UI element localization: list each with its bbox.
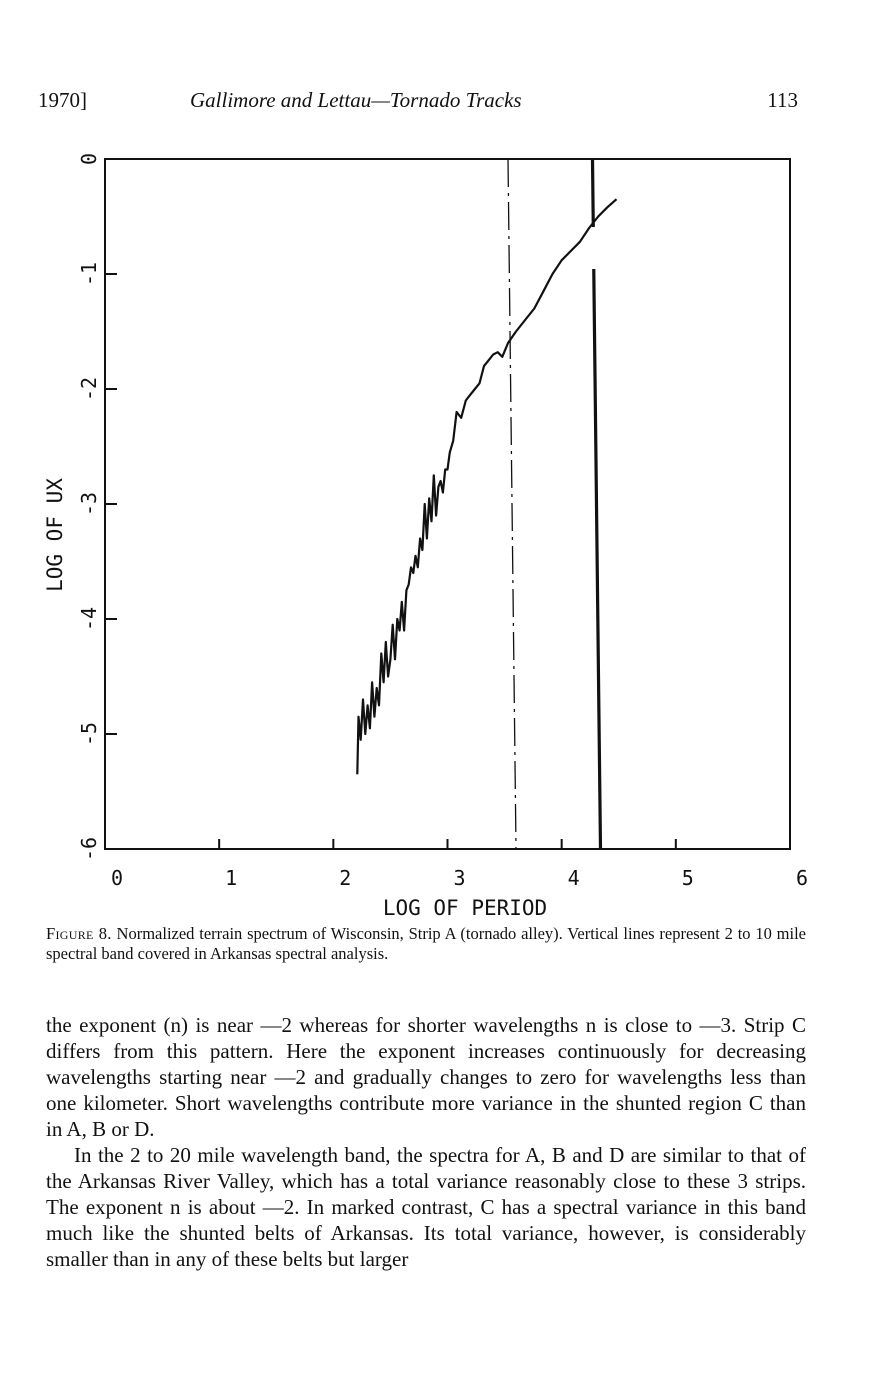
body-text [46, 1012, 806, 1272]
y-tick-label: -6 [77, 836, 101, 862]
y-tick-label: -5 [77, 721, 101, 747]
band-line-dashdot [508, 159, 516, 849]
spectrum-series-line-0 [357, 199, 616, 774]
y-tick-label: -1 [77, 261, 101, 287]
plot-frame [105, 159, 790, 849]
x-axis-ticks [105, 839, 808, 890]
y-tick-label: -3 [77, 491, 101, 517]
y-tick-label: 0 [77, 152, 101, 166]
paragraph-1: the exponent (n) is near —2 whereas for shorter wavelengths n is close to —3. Strip C differs from this pattern. Here the exponent increases continuously for decreasing wavelengths starting near —2 and gradually changes to zero for wavelengths less than one kilometer. Short wavelengths contribute more variance in the shunted region C than in A, B or D. [46, 1013, 806, 1141]
x-tick-label: 0 [110, 866, 124, 890]
x-tick-label: 2 [339, 866, 352, 890]
y-axis-ticks [77, 153, 117, 861]
running-header [38, 88, 798, 118]
x-tick-label: 1 [225, 866, 238, 890]
figure-caption [46, 924, 806, 964]
y-axis-label: LOG OF UX [43, 478, 67, 592]
x-axis-label: LOG OF PERIOD [382, 896, 548, 920]
header-year: 1970] [38, 88, 87, 112]
x-tick-label: 3 [453, 866, 466, 890]
terrain-spectrum-chart [0, 140, 873, 930]
x-tick-label: 6 [795, 866, 809, 890]
y-tick-label: -2 [77, 376, 101, 402]
y-tick-label: -4 [77, 606, 101, 632]
vertical-band-lines [508, 159, 600, 849]
band-line-solid [592, 159, 600, 849]
page-number: 113 [767, 88, 798, 112]
running-title: Gallimore and Lettau—Tornado Tracks [190, 88, 522, 112]
x-tick-label: 4 [567, 866, 580, 890]
paragraph-2: In the 2 to 20 mile wavelength band, the spectra for A, B and D are similar to that of the Arkansas River Valley, which has a total variance reasonably close to these 3 strips. The exponent n is about —2. In marked contrast, C has a spectral variance in this band much like the shunted belts of Arkansas. Its total variance, however, is considerably smaller than in any of these belts but larger [46, 1143, 806, 1271]
x-tick-label: 5 [681, 866, 694, 890]
figure-label: Figure 8. [46, 924, 112, 943]
series-group [357, 199, 616, 774]
figure-caption-text: Normalized terrain spectrum of Wisconsin, Strip A (tornado alley). Vertical lines represent 2 to 10 mile spectral band covered in Arkansas spectral analysis. [46, 924, 806, 963]
